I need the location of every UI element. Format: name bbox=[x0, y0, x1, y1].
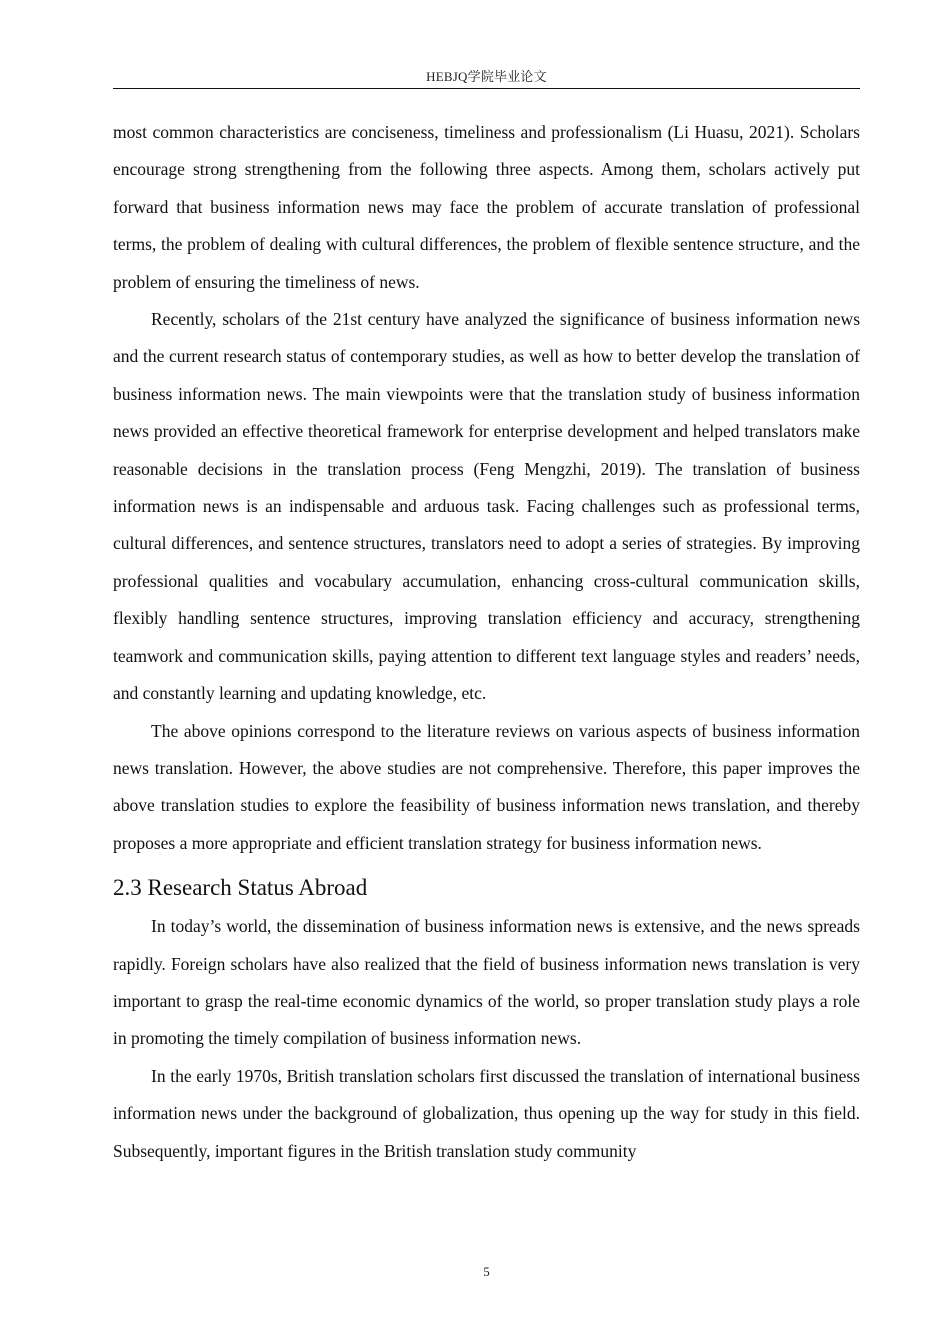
paragraph-5: In the early 1970s, British translation scholars first discussed the translation of international business information news under the background of globalization, thus opening up the way for study in this field. Subsequently, important figures in the British translation study community bbox=[113, 1065, 860, 1161]
paragraph-1: most common characteristics are conciseness, timeliness and professionalism (Li Huasu, 2021). Scholars encourage strong strengthening from the following three aspects. Among them, scholars actively put forward that business information news may face the problem of accurate translation of professional terms, the problem of dealing with cultural differences, the problem of flexible sentence structure, and the problem of ensuring the timeliness of news. bbox=[113, 122, 860, 292]
paragraph-2: Recently, scholars of the 21st century have analyzed the significance of business information news and the current research status of contemporary studies, as well as how to better develop the translation of business information news. The main viewpoints were that the translation study of business information news provided an effective theoretical framework for enterprise development and helped translators make reasonable decisions in the translation process (Feng Mengzhi, 2019). The translation of business information news is an indispensable and arduous task. Facing challenges such as professional terms, cultural differences, and sentence structures, translators need to adopt a series of strategies. By improving professional qualities and vocabulary accumulation, enhancing cross-cultural communication skills, flexibly handling sentence structures, improving translation efficiency and accuracy, strengthening teamwork and communication skills, paying attention to different text language styles and readers’ needs, and constantly learning and updating knowledge, etc. bbox=[113, 309, 860, 704]
header-rule bbox=[113, 88, 860, 89]
paragraph-4: In today’s world, the dissemination of business information news is extensive, and the news spreads rapidly. Foreign scholars have also realized that the field of business information news translation is very important to grasp the real-time economic dynamics of the world, so proper translation study plays a role in promoting the timely compilation of business information news. bbox=[113, 916, 860, 1049]
section-heading: 2.3 Research Status Abroad bbox=[113, 875, 368, 901]
page-body bbox=[113, 114, 860, 1170]
page-number: 5 bbox=[483, 1264, 490, 1279]
paragraph-3: The above opinions correspond to the literature reviews on various aspects of business information news translation. However, the above studies are not comprehensive. Therefore, this paper improves the above translation studies to explore the feasibility of business information news translation, and thereby proposes a more appropriate and efficient translation strategy for business information news. bbox=[113, 720, 860, 853]
running-header: HEBJQ学院毕业论文 bbox=[426, 69, 547, 84]
